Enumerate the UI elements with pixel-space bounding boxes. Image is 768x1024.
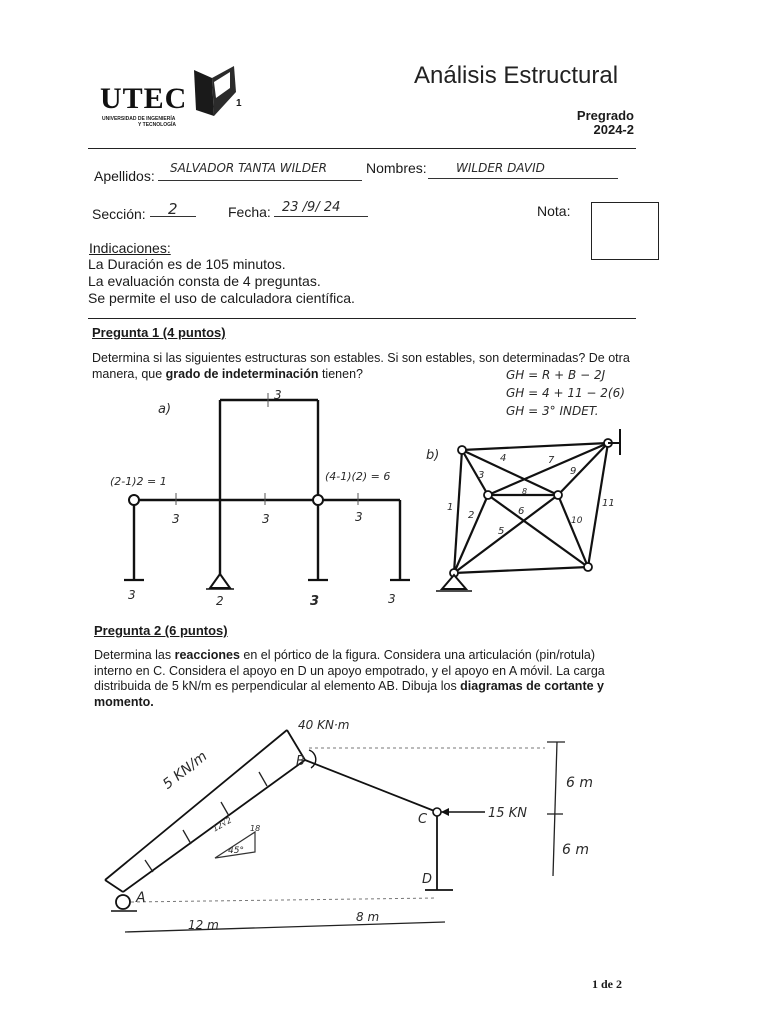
seccion-field[interactable]: 2 [168,200,178,218]
handwritten-formula-2: GH = 4 + 11 − 2(6) [506,386,625,400]
logo-text: UTEC [100,82,188,115]
angle-label: 45° [228,846,244,856]
pregunta2-bold-2: diagramas de cortante y momento. [94,679,604,709]
figure-a-frame [100,385,420,610]
load-label: 5 KN/m [160,748,211,793]
handwritten-formula-1: GH = R + B − 2J [506,368,606,382]
point-a: A [136,890,146,906]
indicacion-line-3: Se permite el uso de calculadora científica. [88,290,355,306]
fecha-underline [274,216,368,217]
header-divider [88,148,636,149]
fig-a-num-s2: 2 [216,594,224,608]
page-number: 1 de 2 [592,977,622,991]
fig-a-num-b3: 3 [355,510,363,524]
figure-a-label: a) [158,402,172,417]
dimension-12m: 12 m [188,918,219,932]
member-5: 5 [498,526,505,537]
apellidos-underline [158,180,362,181]
nombres-field[interactable]: WILDER DAVID [456,161,545,175]
indicacion-line-1: La Duración es de 105 minutos. [88,256,286,272]
nombres-underline [428,178,618,179]
fig-a-num-s3: 3 [310,594,320,609]
hinge-middle [313,495,323,505]
figure-2-frame [95,720,615,950]
member-1: 1 [447,502,454,513]
seccion-underline [150,216,196,217]
member-9: 9 [570,466,577,477]
pin-support [210,574,230,588]
pregunta1-text-bold: grado de indeterminación [165,367,319,381]
member-4: 4 [500,453,507,464]
fig-a-note-right: (4-1)(2) = 6 [325,470,391,483]
fig-a-num-s1: 3 [128,588,136,602]
member-2: 2 [468,510,475,521]
pregunta2-title: Pregunta 2 (6 puntos) [94,623,228,638]
dimension-6m-top: 6 m [566,775,593,791]
level: Pregrado [576,108,634,123]
dimension-8m: 8 m [356,910,380,924]
fig-a-note-left: (2-1)2 = 1 [110,475,167,488]
logo-subtitle-1: UNIVERSIDAD DE INGENIERÍA [102,116,176,122]
force-label: 15 KN [488,806,527,821]
hinge-c [433,808,441,816]
apellidos-label: Apellidos: [94,168,155,184]
length-note: 12√2 [211,815,234,834]
section-divider-1 [88,318,636,319]
figure-b-truss [430,425,640,605]
pregunta1-text-1: Determina si las siguientes estructuras son estables. Si son estables, son determinadas? De otra manera, que [92,351,630,381]
moment-label: 40 KN·m [298,718,350,732]
logo-mark-number: 1 [236,98,242,109]
nota-box[interactable] [591,202,659,260]
pregunta2-bold-1: reacciones [174,648,240,662]
member-8: 8 [522,487,528,496]
course-title: Análisis Estructural [414,62,619,89]
roller-a [116,895,130,909]
member-11: 11 [602,498,615,509]
nota-label: Nota: [537,203,571,219]
side-note: 18 [250,824,261,833]
truss-pin-support [442,575,466,589]
logo-mark-icon [190,64,240,120]
dimension-6m-bottom: 6 m [562,842,589,858]
point-b: B [296,754,305,769]
pregunta2-text-2: en el pórtico de la figura. Considera una articulación (pin/rotula) interno en C. Considera el apoyo en D un apoyo empotrado, y el apoyo en A móvil. La carga distribuida de 5 kN/m es perpendicular al elemento AB. Dibuja los [94,648,605,693]
member-3: 3 [478,470,485,481]
handwritten-formula-3: GH = 3° INDET. [506,404,599,418]
member-6: 6 [518,506,525,517]
fecha-field[interactable]: 23 /9/ 24 [282,200,341,215]
pregunta2-text-1: Determina las [94,648,175,662]
hinge-left [129,495,139,505]
logo-subtitle-2: Y TECNOLOGÍA [138,122,176,128]
pregunta1-text-2: tienen? [318,367,363,381]
member-7: 7 [548,455,555,466]
figure-b-label: b) [426,448,440,463]
fecha-label: Fecha: [228,204,271,220]
utec-logo [98,78,248,138]
point-c: C [418,812,428,827]
term: 2024-2 [593,122,634,137]
pregunta2-text [94,648,624,710]
member-10: 10 [571,516,583,526]
fig-a-num-top: 3 [274,388,282,402]
indicacion-line-2: La evaluación consta de 4 preguntas. [88,273,321,289]
point-d: D [422,872,433,887]
indicaciones-title: Indicaciones: [89,240,171,256]
apellidos-field[interactable]: SALVADOR TANTA WILDER [170,161,327,175]
nombres-label: Nombres: [366,160,427,176]
fig-a-num-b2: 3 [262,512,270,526]
fig-a-num-b1: 3 [172,512,180,526]
pregunta1-title: Pregunta 1 (4 puntos) [92,325,226,340]
fig-a-num-s4: 3 [388,592,396,606]
seccion-label: Sección: [92,206,146,222]
